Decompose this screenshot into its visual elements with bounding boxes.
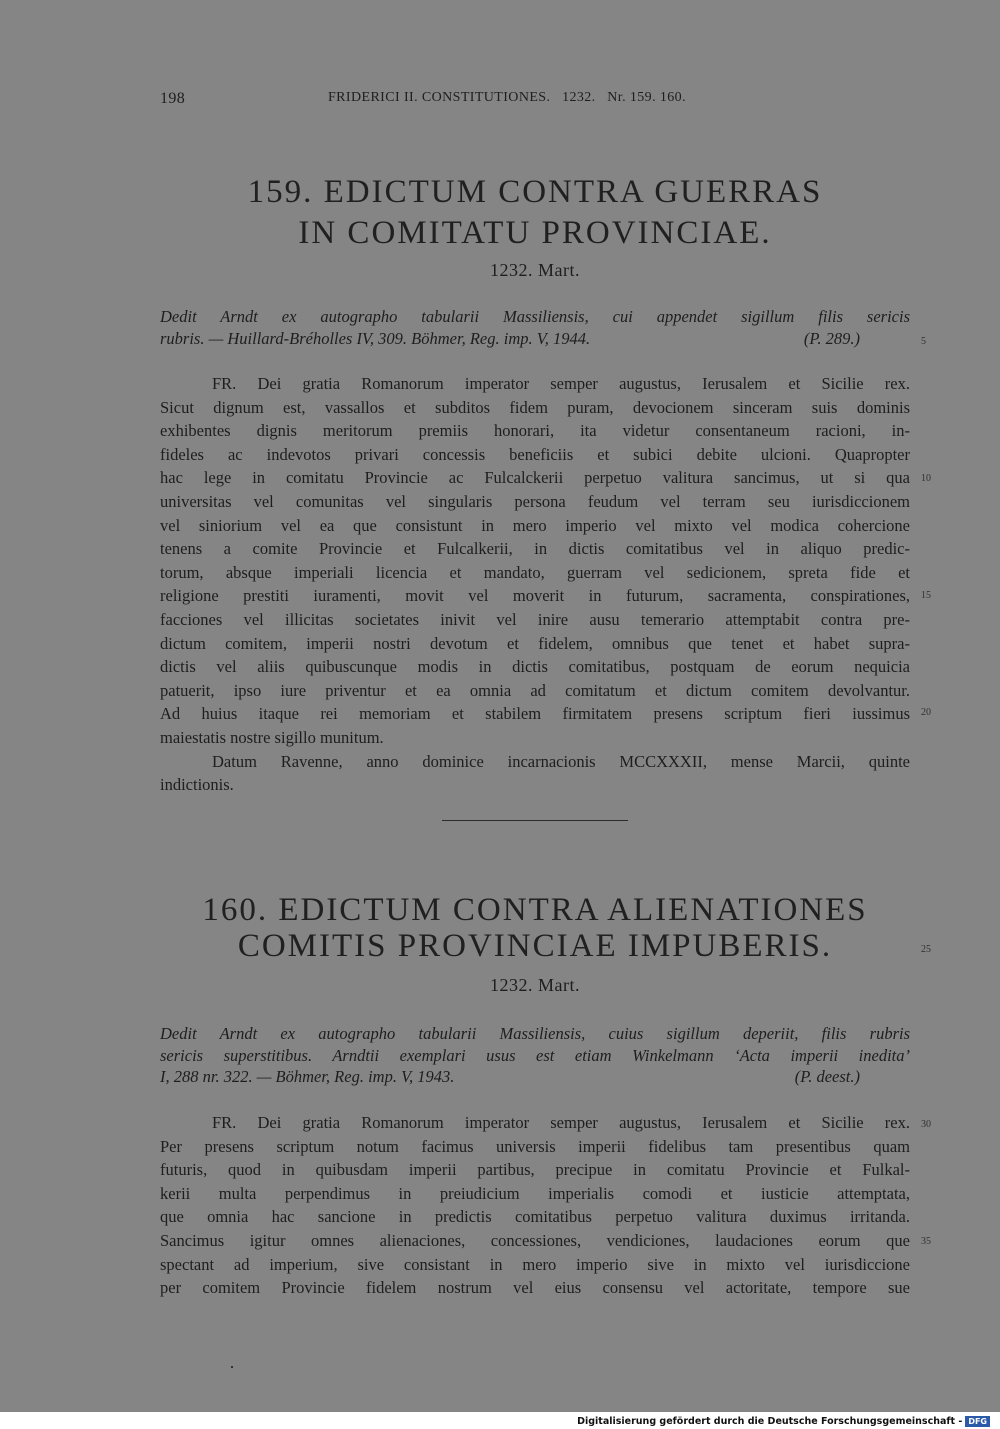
text-line: Sancimus igitur omnes alienaciones, concessiones, vendiciones, laudaciones eorum que — [160, 1230, 910, 1250]
text-line: dictis vel aliis quibuscunque modis in dictis comitatibus, postquam de eorum nequicia — [160, 657, 910, 677]
text-line: vel siniorium vel ea que consistunt in mero imperio vel mixto vel modica cohercione — [160, 515, 910, 535]
page-number: 198 — [160, 90, 186, 107]
source-line — [160, 1066, 910, 1088]
margin-line-number: 30 — [921, 1119, 931, 1130]
text-line: que omnia hac sancione in predictis comitatibus perpetuo valitura duximus irritanda. — [160, 1207, 910, 1227]
dfg-logo: DFG — [965, 1416, 990, 1427]
running-title: FRIDERICI II. CONSTITUTIONES. 1232. Nr. 159. 160. — [328, 90, 686, 105]
page-header — [160, 90, 910, 110]
doc159-title-line2: IN COMITATU PROVINCIAE. — [298, 215, 772, 251]
margin-line-number: 10 — [921, 473, 931, 484]
text-line: universitas vel comunitas vel singularis persona feudum vel terram seu iurisdiccionem — [160, 491, 910, 511]
text-line: facciones vel illicitas societates inivit vel inire ausu temerario attemptabit contra pre- — [160, 609, 910, 629]
text-line: patuerit, ipso iure priventur et ea omnia ad comitatum et dictum comitem devolvantur. — [160, 680, 910, 700]
doc160-title-line1: 160. EDICTUM CONTRA ALIENATIONES — [202, 892, 868, 928]
text-line: Per presens scriptum notum facimus universis imperii fidelibus tam presentibus quam — [160, 1136, 910, 1156]
margin-line-number: 25 — [921, 944, 931, 955]
digitization-footer — [577, 1415, 990, 1427]
source-line — [160, 328, 910, 350]
doc160-date: 1232. Mart. — [490, 975, 580, 995]
margin-line-number: 15 — [921, 590, 931, 601]
doc159-title-line1: 159. EDICTUM CONTRA GUERRAS — [247, 174, 823, 210]
footer-text: Digitalisierung gefördert durch die Deutsche Forschungsgemeinschaft - — [577, 1415, 963, 1427]
text-line: hac lege in comitatu Provincie ac Fulcalckerii perpetuo valitura sancimus, ut si qua — [160, 468, 910, 488]
source-line: Dedit Arndt ex autographo tabularii Massiliensis, cuius sigillum deperiit, filis rubris — [160, 1024, 910, 1043]
doc160-source-note — [160, 1023, 910, 1088]
source-line-text: I, 288 nr. 322. — Böhmer, Reg. imp. V, 1943. — [160, 1067, 455, 1086]
text-line: Ad huius itaque rei memoriam et stabilem firmitatem presens scriptum fieri iussimus — [160, 704, 910, 724]
text-line: torum, absque imperiali licencia et mandato, guerram vel sedicionem, spreta fide et — [160, 562, 910, 582]
doc160-body — [160, 1111, 910, 1300]
text-line: kerii multa perpendimus in preiudicium imperialis comodi et iusticie attemptata, — [160, 1183, 910, 1203]
text-line: tenens a comite Provincie et Fulcalkerii, in dictis comitatibus vel in aliquo predic- — [160, 539, 910, 559]
doc159-date: 1232. Mart. — [490, 260, 580, 280]
source-reference: (P. 289.) — [803, 328, 860, 348]
text-line: FR. Dei gratia Romanorum imperator semper augustus, Ierusalem et Sicilie rex. — [212, 374, 910, 393]
scan-speck — [231, 1366, 233, 1368]
section-divider — [442, 820, 628, 821]
text-line: dictum comitem, imperii nostri devotum et fidelem, omnibus que tenet et habet supra- — [160, 633, 910, 653]
text-line: religione prestiti iuramenti, movit vel moverit in futurum, sacramenta, conspirationes, — [160, 586, 910, 606]
margin-line-number: 5 — [921, 336, 926, 347]
text-line: Datum Ravenne, anno dominice incarnacionis MCCXXXII, mense Marcii, quinte — [212, 751, 910, 771]
text-line: per comitem Provincie fidelem nostrum vel eius consensu vel actoritate, tempore sue — [160, 1278, 910, 1298]
source-line: Dedit Arndt ex autographo tabularii Massiliensis, cui appendet sigillum filis sericis — [160, 307, 910, 326]
text-line: maiestatis nostre sigillo munitum. — [160, 727, 384, 747]
source-line: sericis superstitibus. Arndtii exemplari usus est etiam Winkelmann ‘Acta imperii inedita’ — [160, 1045, 910, 1065]
text-line: Sicut dignum est, vassallos et subditos fidem puram, devocionem sinceram suis dominis — [160, 397, 910, 417]
text-line: futuris, quod in quibusdam imperii partibus, precipue in comitatu Provincie et Fulkal- — [160, 1160, 910, 1180]
source-reference: (P. deest.) — [794, 1067, 860, 1086]
doc159-body — [160, 372, 910, 797]
text-line: indictionis. — [160, 775, 234, 795]
source-line-text: rubris. — Huillard-Bréholles IV, 309. Böhmer, Reg. imp. V, 1944. — [160, 328, 591, 348]
text-line: spectant ad imperium, sive consistant in mero imperio sive in mixto vel iurisdiccione — [160, 1254, 910, 1274]
text-line: FR. Dei gratia Romanorum imperator semper augustus, Ierusalem et Sicilie rex. — [212, 1113, 910, 1132]
margin-line-number: 20 — [921, 707, 931, 718]
doc160-title-line2: COMITIS PROVINCIAE IMPUBERIS. — [237, 928, 833, 964]
text-line: exhibentes dignis meritorum premiis honorari, ita videtur consentaneum racioni, in- — [160, 421, 910, 441]
text-line: fideles ac indevotos privari concessis beneficiis et subici debite ulcioni. Quapropter — [160, 444, 910, 464]
margin-line-number: 35 — [921, 1236, 931, 1247]
doc159-source-note — [160, 306, 910, 349]
